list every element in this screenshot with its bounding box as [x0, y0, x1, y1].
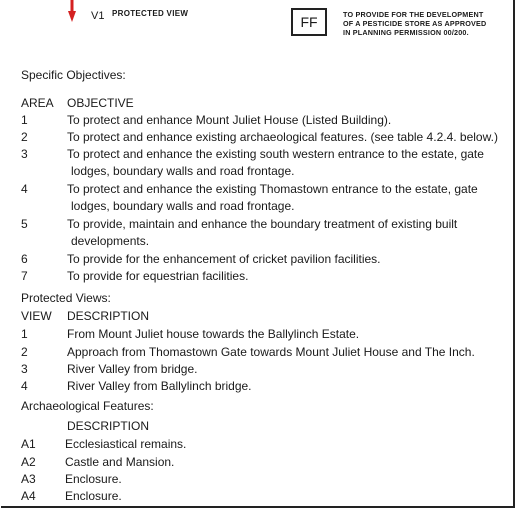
note-line: IN PLANNING PERMISSION 00/200.	[343, 28, 469, 37]
objective-text: To provide, maintain and enhance the boundary treatment of existing built	[67, 217, 458, 231]
area-number: 5	[21, 217, 28, 231]
view-description: River Valley from Ballylinch bridge.	[67, 379, 252, 393]
view-number: 4	[21, 379, 28, 393]
feature-code: A3	[21, 472, 36, 486]
note-line: TO PROVIDE FOR THE DEVELOPMENT	[343, 10, 484, 19]
view-title: PROTECTED VIEW	[112, 9, 189, 18]
area-number: 1	[21, 113, 28, 127]
area-column-header: AREA	[21, 96, 54, 110]
objective-text-continued: lodges, boundary walls and road frontage.	[71, 164, 295, 178]
view-number: 1	[21, 327, 28, 341]
specific-objectives-heading: Specific Objectives:	[21, 68, 126, 82]
view-column-header: VIEW	[21, 309, 52, 323]
ff-box	[291, 8, 327, 36]
objective-text: To protect and enhance the existing south western entrance to the estate, gate	[67, 147, 484, 161]
view-description: From Mount Juliet house towards the Ballylinch Estate.	[67, 327, 360, 341]
view-number: 2	[21, 345, 28, 359]
objective-text: To provide for equestrian facilities.	[67, 269, 249, 283]
feature-description: Castle and Mansion.	[65, 455, 175, 469]
red-arrow-icon	[67, 0, 77, 24]
feature-code: A4	[21, 489, 36, 503]
ff-label: FF	[300, 14, 318, 30]
feature-description: Enclosure.	[65, 489, 122, 503]
objective-text: To protect and enhance Mount Juliet House (Listed Building).	[67, 113, 392, 127]
objective-text: To protect and enhance the existing Thomastown entrance to the estate, gate	[67, 182, 478, 196]
area-number: 2	[21, 130, 28, 144]
area-number: 3	[21, 147, 28, 161]
archaeological-features-heading: Archaeological Features:	[21, 399, 154, 413]
description-column-header: DESCRIPTION	[67, 309, 150, 323]
document-page	[1, 0, 515, 508]
feature-description: Enclosure.	[65, 472, 122, 486]
objective-text-continued: lodges, boundary walls and road frontage.	[71, 199, 295, 213]
view-description: River Valley from bridge.	[67, 362, 198, 376]
area-number: 6	[21, 252, 28, 266]
view-description: Approach from Thomastown Gate towards Mount Juliet House and The Inch.	[67, 345, 475, 359]
view-number: 3	[21, 362, 28, 376]
area-number: 4	[21, 182, 28, 196]
feature-code: A2	[21, 455, 36, 469]
feature-code: A1	[21, 437, 36, 451]
objective-text: To protect and enhance existing archaeological features. (see table 4.2.4. below.)	[67, 130, 498, 144]
objective-text: To provide for the enhancement of cricket pavilion facilities.	[67, 252, 381, 266]
pesticide-store-note	[343, 10, 513, 37]
view-code: V1	[91, 10, 105, 22]
note-line: OF A PESTICIDE STORE AS APPROVED	[343, 19, 487, 28]
objective-text-continued: developments.	[71, 234, 150, 248]
feature-description: Ecclesiastical remains.	[65, 437, 187, 451]
objective-column-header: OBJECTIVE	[67, 96, 134, 110]
area-number: 7	[21, 269, 28, 283]
protected-views-heading: Protected Views:	[21, 291, 111, 305]
description-column-header: DESCRIPTION	[67, 419, 150, 433]
